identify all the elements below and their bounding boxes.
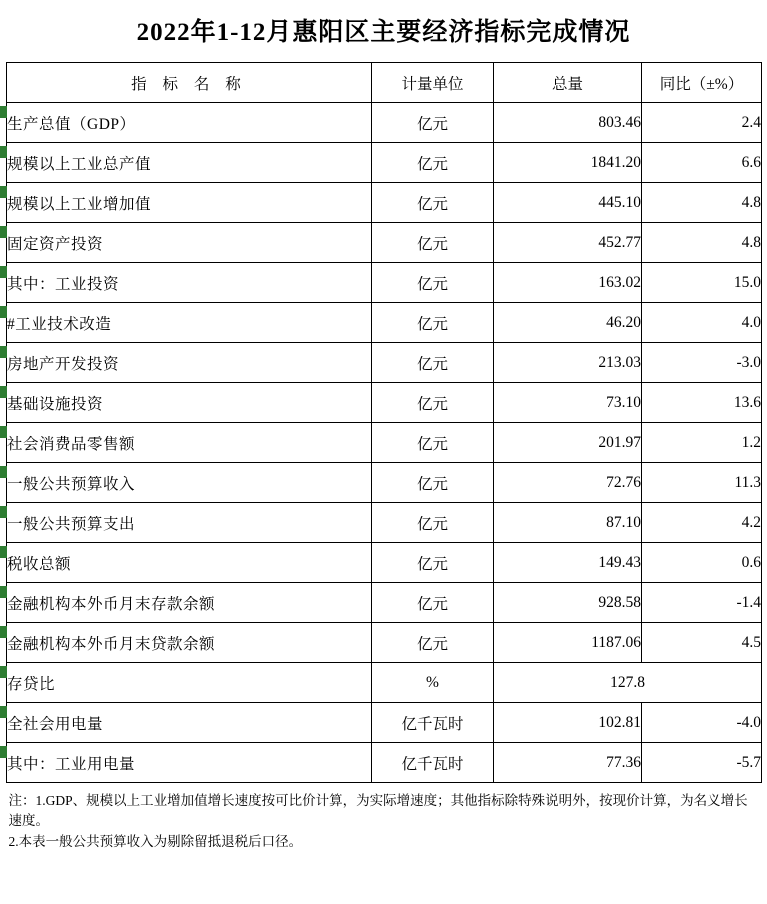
indicator-name-cell: 基础设施投资 xyxy=(7,383,372,423)
yoy-value-cell: 4.0 xyxy=(642,303,762,343)
yoy-value-cell: 4.8 xyxy=(642,223,762,263)
yoy-value-cell: 11.3 xyxy=(642,463,762,503)
table-row xyxy=(7,183,762,223)
table-header xyxy=(7,63,762,103)
indicator-name-cell: #工业技术改造 xyxy=(7,303,372,343)
row-marker-icon xyxy=(0,386,7,398)
yoy-value-cell: 13.6 xyxy=(642,383,762,423)
unit-cell: 亿元 xyxy=(372,543,494,583)
indicator-name-cell: 房地产开发投资 xyxy=(7,343,372,383)
indicator-name-cell: 全社会用电量 xyxy=(7,703,372,743)
note-line-2: 2.本表一般公共预算收入为剔除留抵退税后口径。 xyxy=(8,833,303,849)
table-body xyxy=(7,103,762,783)
unit-cell: 亿元 xyxy=(372,583,494,623)
row-marker-icon xyxy=(0,426,7,438)
table-row xyxy=(7,303,762,343)
yoy-value-cell: 4.5 xyxy=(642,623,762,663)
column-header-unit: 计量单位 xyxy=(372,63,494,103)
unit-cell: 亿千瓦时 xyxy=(372,703,494,743)
total-value-cell: 102.81 xyxy=(494,703,642,743)
table-row xyxy=(7,663,762,703)
yoy-value-cell: 4.2 xyxy=(642,503,762,543)
total-value-cell: 77.36 xyxy=(494,743,642,783)
column-header-total: 总量 xyxy=(494,63,642,103)
indicator-name-cell: 规模以上工业总产值 xyxy=(7,143,372,183)
table-row xyxy=(7,623,762,663)
total-value-cell: 149.43 xyxy=(494,543,642,583)
row-marker-icon xyxy=(0,746,7,758)
yoy-value-cell: 4.8 xyxy=(642,183,762,223)
table-row xyxy=(7,543,762,583)
table-notes xyxy=(9,791,759,852)
table-header-row xyxy=(7,63,762,103)
yoy-value-cell: 6.6 xyxy=(642,143,762,183)
row-marker-icon xyxy=(0,346,7,358)
economic-indicators-table xyxy=(6,62,762,783)
total-value-cell: 87.10 xyxy=(494,503,642,543)
yoy-value-cell: 0.6 xyxy=(642,543,762,583)
row-marker-icon xyxy=(0,706,7,718)
table-row xyxy=(7,583,762,623)
indicator-name-cell: 其中：工业用电量 xyxy=(7,743,372,783)
row-marker-icon xyxy=(0,586,7,598)
total-value-cell: 928.58 xyxy=(494,583,642,623)
yoy-value-cell: 1.2 xyxy=(642,423,762,463)
unit-cell: 亿元 xyxy=(372,423,494,463)
indicator-name-cell: 存贷比 xyxy=(7,663,372,703)
table-row xyxy=(7,223,762,263)
unit-cell: 亿元 xyxy=(372,103,494,143)
unit-cell: 亿千瓦时 xyxy=(372,743,494,783)
unit-cell: % xyxy=(372,663,494,703)
row-marker-icon xyxy=(0,666,7,678)
unit-cell: 亿元 xyxy=(372,183,494,223)
yoy-value-cell: -4.0 xyxy=(642,703,762,743)
row-marker-icon xyxy=(0,146,7,158)
unit-cell: 亿元 xyxy=(372,463,494,503)
total-value-cell: 72.76 xyxy=(494,463,642,503)
yoy-value-cell: 2.4 xyxy=(642,103,762,143)
indicator-name-cell: 金融机构本外币月末存款余额 xyxy=(7,583,372,623)
row-marker-icon xyxy=(0,626,7,638)
row-marker-icon xyxy=(0,546,7,558)
indicator-name-cell: 其中：工业投资 xyxy=(7,263,372,303)
total-value-cell: 803.46 xyxy=(494,103,642,143)
total-value-cell: 452.77 xyxy=(494,223,642,263)
table-row xyxy=(7,743,762,783)
row-marker-icon xyxy=(0,106,7,118)
unit-cell: 亿元 xyxy=(372,263,494,303)
unit-cell: 亿元 xyxy=(372,383,494,423)
table-row xyxy=(7,263,762,303)
total-value-cell: 46.20 xyxy=(494,303,642,343)
indicator-name-cell: 金融机构本外币月末贷款余额 xyxy=(7,623,372,663)
table-row xyxy=(7,703,762,743)
total-value-cell: 445.10 xyxy=(494,183,642,223)
table-row xyxy=(7,503,762,543)
table-row xyxy=(7,423,762,463)
yoy-value-cell: -1.4 xyxy=(642,583,762,623)
total-value-cell: 213.03 xyxy=(494,343,642,383)
unit-cell: 亿元 xyxy=(372,303,494,343)
indicator-name-cell: 一般公共预算支出 xyxy=(7,503,372,543)
table-row xyxy=(7,343,762,383)
unit-cell: 亿元 xyxy=(372,143,494,183)
row-marker-icon xyxy=(0,266,7,278)
unit-cell: 亿元 xyxy=(372,623,494,663)
indicator-name-cell: 固定资产投资 xyxy=(7,223,372,263)
row-marker-icon xyxy=(0,306,7,318)
table-row xyxy=(7,143,762,183)
column-header-indicator-name: 指 标 名 称 xyxy=(7,63,372,103)
table-row xyxy=(7,463,762,503)
yoy-value-cell: -5.7 xyxy=(642,743,762,783)
column-header-yoy: 同比（±%） xyxy=(642,63,762,103)
unit-cell: 亿元 xyxy=(372,503,494,543)
note-line-1: 注：1.GDP、规模以上工业增加值增长速度按可比价计算，为实际增速度；其他指标除特殊说明外，按现价计算，为名义增长速度。 xyxy=(8,793,748,829)
yoy-value-cell: 15.0 xyxy=(642,263,762,303)
row-marker-icon xyxy=(0,226,7,238)
total-value-cell: 1187.06 xyxy=(494,623,642,663)
page-title: 2022年1-12月惠阳区主要经济指标完成情况 xyxy=(136,19,631,46)
table-row xyxy=(7,103,762,143)
indicator-name-cell: 生产总值（GDP） xyxy=(7,103,372,143)
indicator-name-cell: 一般公共预算收入 xyxy=(7,463,372,503)
unit-cell: 亿元 xyxy=(372,223,494,263)
total-value-cell: 127.8 xyxy=(494,663,762,703)
total-value-cell: 1841.20 xyxy=(494,143,642,183)
row-marker-icon xyxy=(0,506,7,518)
total-value-cell: 163.02 xyxy=(494,263,642,303)
indicator-name-cell: 规模以上工业增加值 xyxy=(7,183,372,223)
indicator-name-cell: 社会消费品零售额 xyxy=(7,423,372,463)
yoy-value-cell: -3.0 xyxy=(642,343,762,383)
table-row xyxy=(7,383,762,423)
indicator-name-cell: 税收总额 xyxy=(7,543,372,583)
row-marker-icon xyxy=(0,186,7,198)
row-marker-icon xyxy=(0,466,7,478)
total-value-cell: 73.10 xyxy=(494,383,642,423)
unit-cell: 亿元 xyxy=(372,343,494,383)
total-value-cell: 201.97 xyxy=(494,423,642,463)
